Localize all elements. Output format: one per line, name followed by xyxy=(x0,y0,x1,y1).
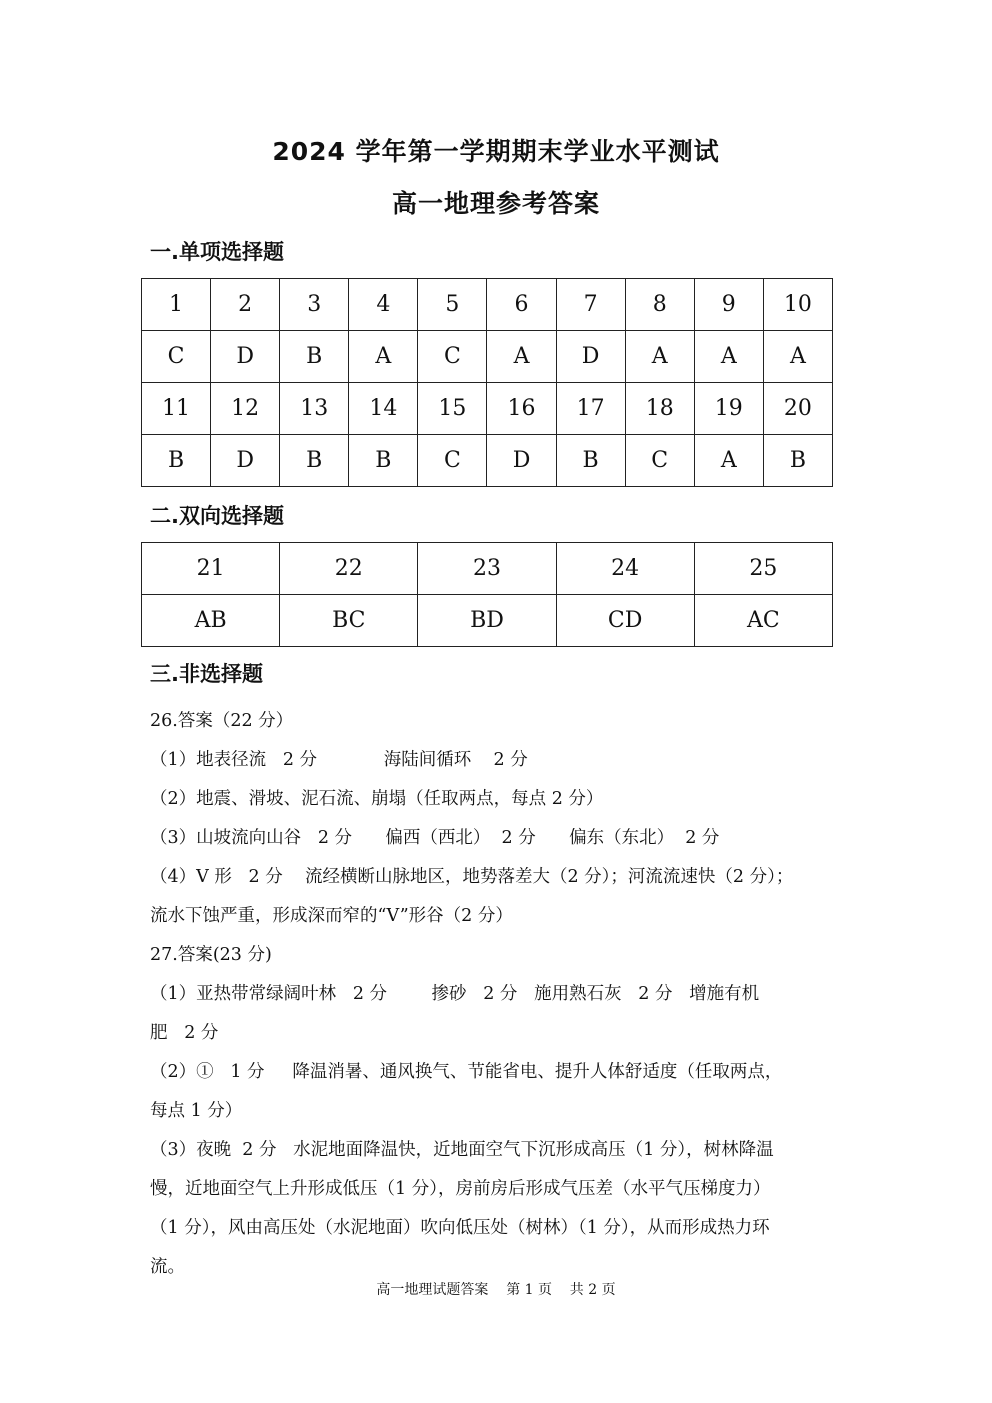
question-number-cell: 16 xyxy=(487,383,556,435)
question-number-cell: 12 xyxy=(211,383,280,435)
answer-cell: C xyxy=(418,331,487,383)
double-choice-answer-table xyxy=(141,542,833,647)
answer-cell: AB xyxy=(142,595,280,647)
question-number-cell: 19 xyxy=(694,383,763,435)
answer-cell: B xyxy=(349,435,418,487)
answer-cell: C xyxy=(142,331,211,383)
answer-cell: A xyxy=(349,331,418,383)
answer-line: 慢，近地面空气上升形成低压（1 分），房前房后形成气压差（水平气压梯度力） xyxy=(150,1179,771,1199)
answer-line: （2）地震、滑坡、泥石流、崩塌（任取两点，每点 2 分） xyxy=(150,789,604,809)
question-number-cell: 10 xyxy=(763,279,832,331)
answer-cell: B xyxy=(556,435,625,487)
table-row xyxy=(142,279,833,331)
question-number-cell: 8 xyxy=(625,279,694,331)
question-number-cell: 3 xyxy=(280,279,349,331)
answer-line: （2）① 1 分 降温消暑、通风换气、节能省电、提升人体舒适度（任取两点， xyxy=(150,1062,783,1082)
answer-cell: AC xyxy=(694,595,832,647)
answer-cell: A xyxy=(625,331,694,383)
question-number-cell: 14 xyxy=(349,383,418,435)
answer-line: 肥 2 分 xyxy=(150,1023,219,1043)
question-number-cell: 22 xyxy=(280,543,418,595)
answer-line: （3）山坡流向山谷 2 分 偏西（西北） 2 分 偏东（东北） 2 分 xyxy=(150,828,720,848)
question-number-cell: 5 xyxy=(418,279,487,331)
question-number-cell: 9 xyxy=(694,279,763,331)
answer-line: （1 分），风由高压处（水泥地面）吹向低压处（树林）（1 分），从而形成热力环 xyxy=(150,1218,770,1238)
answer-cell: A xyxy=(694,435,763,487)
answer-cell: B xyxy=(280,435,349,487)
question-number-cell: 17 xyxy=(556,383,625,435)
table-row xyxy=(142,595,833,647)
answer-cell: B xyxy=(763,435,832,487)
section-heading-single-choice: 一.单项选择题 xyxy=(150,240,284,264)
question-number-cell: 18 xyxy=(625,383,694,435)
answer-cell: D xyxy=(487,435,556,487)
answer-line: （1）地表径流 2 分 海陆间循环 2 分 xyxy=(150,750,528,770)
section-heading-non-choice: 三.非选择题 xyxy=(150,662,263,686)
page-footer: 高一地理试题答案 第 1 页 共 2 页 xyxy=(376,1282,616,1298)
answer-cell: BD xyxy=(418,595,556,647)
question-number-cell: 13 xyxy=(280,383,349,435)
answer-cell: C xyxy=(418,435,487,487)
non-choice-answers xyxy=(150,702,850,1287)
table-row xyxy=(142,331,833,383)
question-number-cell: 21 xyxy=(142,543,280,595)
answer-line: 26.答案（22 分） xyxy=(150,711,294,731)
answer-line: （1）亚热带常绿阔叶林 2 分 掺砂 2 分 施用熟石灰 2 分 增施有机 xyxy=(150,984,760,1004)
answer-cell: D xyxy=(211,331,280,383)
question-number-cell: 4 xyxy=(349,279,418,331)
single-choice-answer-table xyxy=(141,278,833,487)
question-number-cell: 24 xyxy=(556,543,694,595)
answer-cell: A xyxy=(763,331,832,383)
answer-cell: CD xyxy=(556,595,694,647)
question-number-cell: 7 xyxy=(556,279,625,331)
page-title: 2024 学年第一学期期末学业水平测试 xyxy=(272,137,720,166)
table-row xyxy=(142,543,833,595)
table-row xyxy=(142,435,833,487)
answer-cell: B xyxy=(142,435,211,487)
section-heading-double-choice: 二.双向选择题 xyxy=(150,504,284,528)
answer-line: 流水下蚀严重，形成深而窄的“V”形谷（2 分） xyxy=(150,906,513,926)
question-number-cell: 6 xyxy=(487,279,556,331)
answer-line: （3）夜晚 2 分 水泥地面降温快，近地面空气下沉形成高压（1 分），树林降温 xyxy=(150,1140,774,1160)
answer-cell: A xyxy=(694,331,763,383)
question-number-cell: 23 xyxy=(418,543,556,595)
answer-cell: D xyxy=(211,435,280,487)
answer-cell: B xyxy=(280,331,349,383)
answer-cell: C xyxy=(625,435,694,487)
answer-line: 流。 xyxy=(150,1257,185,1277)
page-subtitle: 高一地理参考答案 xyxy=(391,189,600,218)
answer-line: 每点 1 分） xyxy=(150,1101,243,1121)
question-number-cell: 25 xyxy=(694,543,832,595)
answer-line: （4）V 形 2 分 流经横断山脉地区，地势落差大（2 分）；河流流速快（2 分）； xyxy=(150,867,794,887)
answer-cell: D xyxy=(556,331,625,383)
table-row xyxy=(142,383,833,435)
answer-cell: BC xyxy=(280,595,418,647)
question-number-cell: 15 xyxy=(418,383,487,435)
question-number-cell: 11 xyxy=(142,383,211,435)
question-number-cell: 1 xyxy=(142,279,211,331)
answer-line: 27.答案(23 分) xyxy=(150,945,272,965)
answer-cell: A xyxy=(487,331,556,383)
question-number-cell: 20 xyxy=(763,383,832,435)
question-number-cell: 2 xyxy=(211,279,280,331)
